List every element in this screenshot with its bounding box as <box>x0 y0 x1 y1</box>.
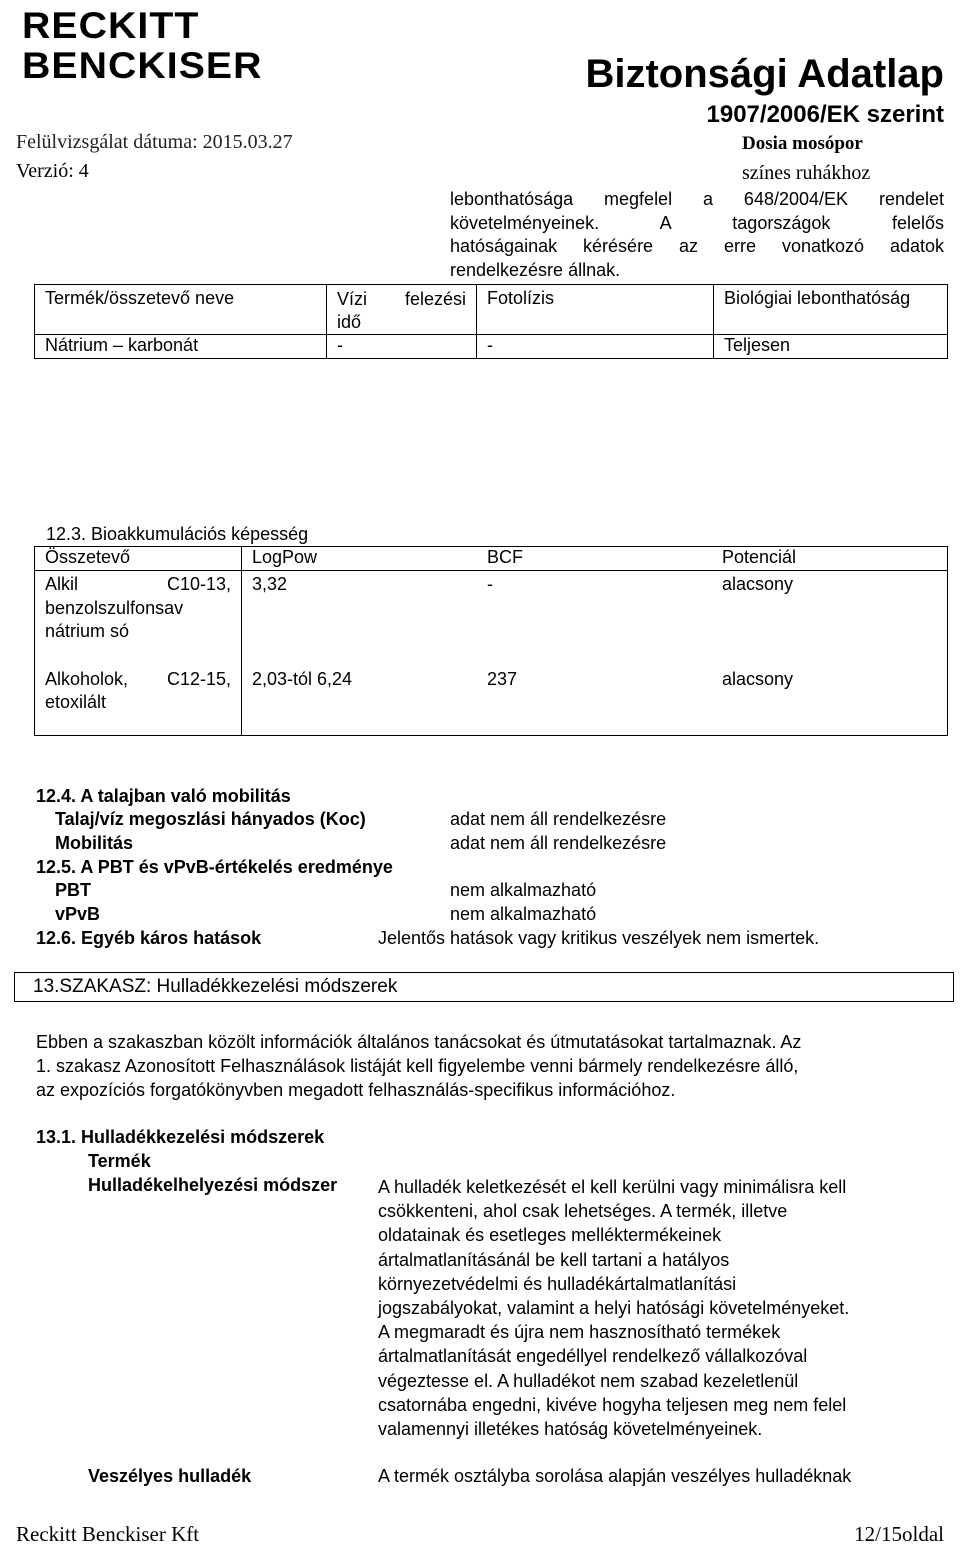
disposal-line: A megmaradt és újra nem hasznosítható termékek <box>378 1322 781 1343</box>
vpvb-value: nem alkalmazható <box>450 904 597 924</box>
pbt-heading: 12.5. A PBT és vPvB-értékelés eredménye <box>36 857 393 877</box>
header-cell: Potenciál <box>712 547 948 571</box>
disposal-line: csökkenteni, ahol csak lehetséges. A termék, illetve <box>378 1201 788 1222</box>
degradation-table <box>34 284 948 359</box>
waste-methods-heading: 13.1. Hulladékkezelési módszerek <box>36 1127 325 1147</box>
disposal-line: A hulladék keletkezését el kell kerülni vagy minimálisra kell <box>378 1177 847 1197</box>
revision-date: Felülvizsgálat dátuma: 2015.03.27 <box>16 131 293 153</box>
other-effects-heading: 12.6. Egyéb káros hatások <box>36 928 262 948</box>
header-cell: Biológiai lebonthatóság <box>714 285 948 335</box>
version: Verzió: 4 <box>16 160 89 182</box>
biodegradability-note <box>450 188 944 282</box>
table-cell: Alkil C10-13, benzolszulfonsav nátrium só Alkoholok, C12-15, etoxilált <box>35 571 242 736</box>
table-row <box>35 571 948 736</box>
bcf-value: 237 <box>487 668 518 689</box>
mobility-label: Mobilitás <box>55 833 134 853</box>
potential-value: alacsony <box>722 668 794 689</box>
disposal-line: oldatainak és esetleges melléktermékeinek <box>378 1225 722 1246</box>
section-13-intro <box>36 1030 926 1102</box>
mobility-value: adat nem áll rendelkezésre <box>450 833 667 853</box>
disposal-line: környezetvédelmi és hulladékártalmatlanítási <box>378 1273 737 1294</box>
table-cell <box>712 571 948 736</box>
other-effects-value: Jelentős hatások vagy kritikus veszélyek nem ismertek. <box>378 928 820 948</box>
header-cell: Termék/összetevő neve <box>35 285 327 335</box>
header-cell: Összetevő <box>35 547 242 571</box>
note-line: rendelkezésre állnak. <box>450 259 621 280</box>
disposal-method-label: Hulladékelhelyezési módszer <box>88 1175 338 1195</box>
table-header-row <box>35 547 948 571</box>
bcf-value: - <box>487 574 493 594</box>
pbt-value: nem alkalmazható <box>450 880 597 900</box>
document-title: Biztonsági Adatlap <box>585 52 944 96</box>
table-cell: - <box>477 335 714 359</box>
hazardous-waste-label: Veszélyes hulladék <box>88 1466 252 1486</box>
header-cell: Fotolízis <box>477 285 714 335</box>
regulation-ref: 1907/2006/EK szerint <box>706 101 944 128</box>
koc-value: adat nem áll rendelkezésre <box>450 809 667 829</box>
disposal-line: ártalmatlanítását engedéllyel rendelkező vállalkozóval <box>378 1346 808 1367</box>
logo-line-2: BENCKISER <box>22 45 263 86</box>
header-cell: Vízi felezési idő <box>327 285 477 335</box>
table-cell <box>242 571 478 736</box>
koc-label: Talaj/víz megoszlási hányados (Koc) <box>55 809 366 829</box>
footer-page-number: 12/15oldal <box>854 1522 944 1546</box>
table-header-row <box>35 285 948 335</box>
disposal-method-text <box>378 1175 938 1441</box>
note-line: hatóságainak kérésére az erre vonatkozó adatok <box>450 236 944 256</box>
bioacc-heading: 12.3. Bioakkumulációs képesség <box>46 524 309 544</box>
footer-company: Reckitt Benckiser Kft <box>16 1522 200 1546</box>
table-cell <box>477 571 712 736</box>
disposal-line: ártalmatlanításánál be kell tartani a hatályos <box>378 1249 730 1270</box>
logpow-value: 3,32 <box>252 574 288 594</box>
section-13-header <box>14 972 954 1002</box>
note-line: lebonthatósága megfelel a 648/2004/EK rendelet <box>450 189 944 209</box>
header-cell: BCF <box>477 547 712 571</box>
table-cell: Teljesen <box>714 335 948 359</box>
product-name: Dosia mosópor <box>742 133 863 154</box>
section-13-title: 13.SZAKASZ: Hulladékkezelési módszerek <box>33 976 398 997</box>
vpvb-label: vPvB <box>55 904 101 924</box>
intro-line: az expozíciós forgatókönyvben megadott felhasználás-specifikus információhoz. <box>36 1080 676 1100</box>
product-label: Termék <box>88 1151 151 1171</box>
disposal-line: végeztesse el. A hulladékot nem szabad kezeletlenül <box>378 1370 799 1391</box>
potential-value: alacsony <box>722 574 794 594</box>
table-row <box>35 335 948 359</box>
hazardous-waste-value: A termék osztályba sorolása alapján veszélyes hulladéknak <box>378 1466 852 1486</box>
intro-line: 1. szakasz Azonosított Felhasználások listáját kell figyelembe venni bármely rendelkezésre álló, <box>36 1056 799 1076</box>
product-variant: színes ruhákhoz <box>742 162 871 184</box>
header-cell: LogPow <box>242 547 478 571</box>
logo-line-1: RECKITT <box>22 5 200 46</box>
intro-line: Ebben a szakaszban közölt információk általános tanácsokat és útmutatásokat tartalmaznak. Az <box>36 1032 802 1052</box>
disposal-line: valamennyi illetékes hatóság követelményeinek. <box>378 1419 763 1440</box>
pbt-label: PBT <box>55 880 91 900</box>
bioaccumulation-table <box>34 546 948 736</box>
disposal-line: csatornába engedni, kivéve hogyha teljesen meg nem felel <box>378 1394 847 1415</box>
logpow-value: 2,03-tól 6,24 <box>252 668 353 689</box>
mobility-heading: 12.4. A talajban való mobilitás <box>36 786 291 806</box>
table-cell: - <box>327 335 477 359</box>
table-cell: Nátrium – karbonát <box>35 335 327 359</box>
disposal-line: jogszabályokat, valamint a helyi hatósági követelményeket. <box>378 1298 850 1319</box>
note-line: követelményeinek. A tagországok felelős <box>450 212 944 233</box>
